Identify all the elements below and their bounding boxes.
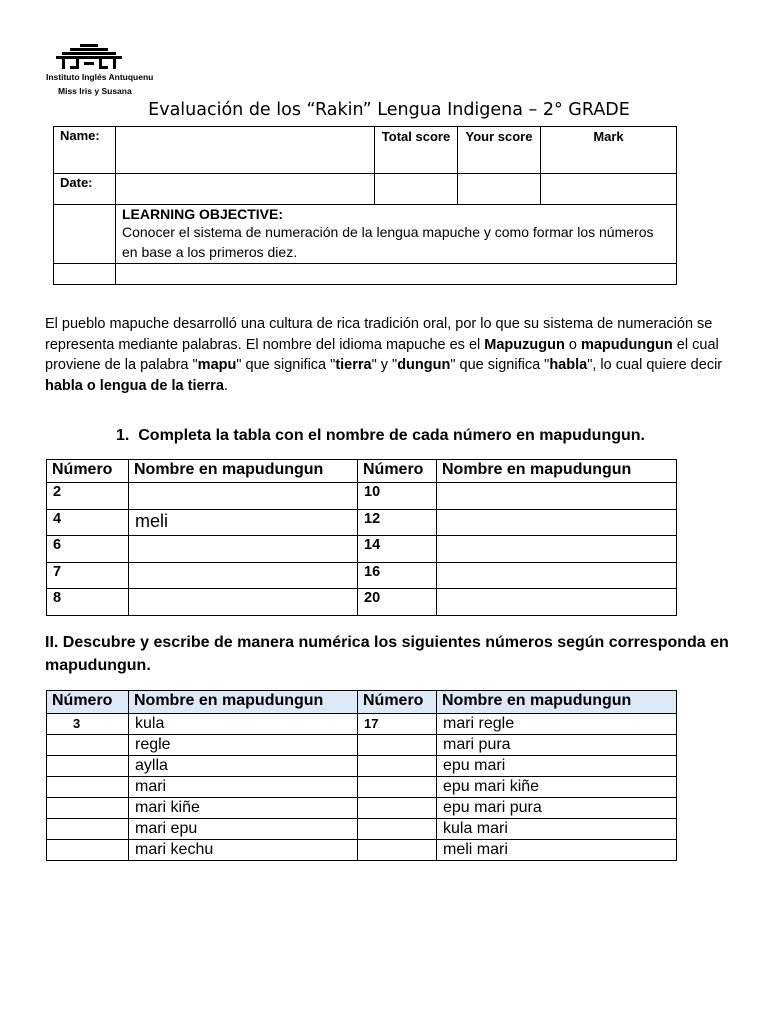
page-title: Evaluación de los “Rakin” Lengua Indigena – 2° GRADE <box>148 100 630 120</box>
mapudungun-word-cell: mari pura <box>437 735 677 756</box>
answer-number-cell[interactable]: 17 <box>358 714 437 735</box>
intro-paragraph <box>45 314 725 396</box>
your-score-label: Your score <box>458 127 541 174</box>
column-header: Número <box>47 460 129 483</box>
mapudungun-word-cell: mari kechu <box>129 840 358 861</box>
number-cell: 7 <box>47 562 129 589</box>
number-cell: 14 <box>358 536 437 563</box>
objective-title: LEARNING OBJECTIVE: <box>122 206 284 222</box>
column-header: Nombre en mapudungun <box>437 460 677 483</box>
answer-cell[interactable]: meli <box>129 509 358 536</box>
mapudungun-word-cell: mari <box>129 777 358 798</box>
answer-cell[interactable] <box>437 509 677 536</box>
answer-number-cell[interactable] <box>358 819 437 840</box>
question-2-table <box>46 690 677 861</box>
teachers-name: Miss Iris y Susana <box>58 86 132 96</box>
table-row <box>47 562 677 589</box>
intro-bold: dungun <box>397 357 451 373</box>
question-1-heading <box>116 427 645 445</box>
name-label: Name: <box>54 127 116 174</box>
date-label: Date: <box>54 174 116 205</box>
number-cell: 4 <box>47 509 129 536</box>
intro-text: o <box>564 336 581 353</box>
your-score-field[interactable] <box>458 174 541 205</box>
number-cell: 8 <box>47 589 129 616</box>
intro-text: " y " <box>371 357 398 373</box>
blank-cell <box>54 264 116 285</box>
answer-cell[interactable] <box>129 589 358 616</box>
table-row <box>47 509 677 536</box>
answer-number-cell[interactable] <box>358 840 437 861</box>
table-row <box>47 840 677 861</box>
answer-cell[interactable] <box>437 483 677 510</box>
answer-cell[interactable] <box>437 536 677 563</box>
question-2-heading: II. Descubre y escribe de manera numérica los siguientes números según corresponda en mapudungun. <box>45 634 729 674</box>
intro-bold: mapudungun <box>580 336 673 353</box>
mapudungun-word-cell: regle <box>129 735 358 756</box>
answer-number-cell[interactable] <box>47 777 129 798</box>
objective-text: Conocer el sistema de numeración de la lengua mapuche y como formar los números en base a los primeros diez. <box>122 224 654 260</box>
objective-side-cell <box>54 205 116 264</box>
mark-label: Mark <box>541 127 677 174</box>
number-cell: 12 <box>358 509 437 536</box>
blank-row <box>116 264 677 285</box>
intro-bold: mapu <box>197 357 237 373</box>
intro-text: El pueblo mapuche desarrolló una cultura de rica tradición oral, por lo que su sistema de numeración se representa mediante palabras. El nombre del idioma mapuche es el <box>45 316 713 353</box>
date-field[interactable] <box>116 174 375 205</box>
answer-number-cell[interactable] <box>47 798 129 819</box>
mapudungun-word-cell: kula mari <box>437 819 677 840</box>
number-cell: 2 <box>47 483 129 510</box>
mapudungun-word-cell: mari epu <box>129 819 358 840</box>
mark-field[interactable] <box>541 174 677 205</box>
column-header: Nombre en mapudungun <box>129 691 358 714</box>
answer-number-cell[interactable] <box>358 798 437 819</box>
table-row <box>47 735 677 756</box>
answer-number-cell[interactable]: 3 <box>47 714 129 735</box>
total-score-field[interactable] <box>375 174 458 205</box>
answer-number-cell[interactable] <box>358 735 437 756</box>
mapudungun-word-cell: mari regle <box>437 714 677 735</box>
intro-text: . <box>223 377 228 394</box>
mapudungun-word-cell: epu mari pura <box>437 798 677 819</box>
mapudungun-word-cell: mari kiñe <box>129 798 358 819</box>
answer-number-cell[interactable] <box>47 756 129 777</box>
intro-text: el cual proviene de la palabra " <box>45 336 719 373</box>
intro-text: " que significa " <box>236 357 336 373</box>
table-row <box>47 756 677 777</box>
intro-bold: habla o lengua de la tierra <box>45 377 224 394</box>
number-cell: 6 <box>47 536 129 563</box>
intro-bold: Mapuzugun <box>484 336 565 353</box>
table-row <box>47 819 677 840</box>
answer-number-cell[interactable] <box>358 756 437 777</box>
answer-cell[interactable] <box>129 536 358 563</box>
table-row <box>47 589 677 616</box>
mapudungun-word-cell: kula <box>129 714 358 735</box>
stepped-pyramid-logo-icon <box>56 44 122 72</box>
answer-cell[interactable] <box>129 483 358 510</box>
table-row <box>47 483 677 510</box>
question-text: Completa la tabla con el nombre de cada número en mapudungun. <box>138 427 645 444</box>
name-field[interactable] <box>116 127 375 174</box>
number-cell: 20 <box>358 589 437 616</box>
mapudungun-word-cell: epu mari <box>437 756 677 777</box>
intro-text: ", lo cual quiere decir <box>587 357 723 373</box>
learning-objective <box>116 205 677 264</box>
column-header: Número <box>358 460 437 483</box>
column-header: Nombre en mapudungun <box>129 460 358 483</box>
number-cell: 10 <box>358 483 437 510</box>
intro-bold: tierra <box>335 357 372 373</box>
table-row <box>47 777 677 798</box>
answer-cell[interactable] <box>437 589 677 616</box>
answer-cell[interactable] <box>437 562 677 589</box>
column-header: Número <box>358 691 437 714</box>
table-row <box>47 798 677 819</box>
question-1-table <box>46 459 677 616</box>
answer-number-cell[interactable] <box>47 840 129 861</box>
intro-text: " que significa " <box>450 357 550 373</box>
answer-number-cell[interactable] <box>358 777 437 798</box>
table-row <box>47 536 677 563</box>
table-row <box>47 714 677 735</box>
number-cell: 16 <box>358 562 437 589</box>
total-score-label: Total score <box>375 127 458 174</box>
answer-number-cell[interactable] <box>47 735 129 756</box>
mapudungun-word-cell: meli mari <box>437 840 677 861</box>
institution-name: Instituto Inglés Antuquenu <box>46 72 154 82</box>
mapudungun-word-cell: epu mari kiñe <box>437 777 677 798</box>
answer-number-cell[interactable] <box>47 819 129 840</box>
intro-bold: habla <box>549 357 588 373</box>
student-info-table <box>53 126 677 285</box>
answer-cell[interactable] <box>129 562 358 589</box>
column-header: Nombre en mapudungun <box>437 691 677 714</box>
column-header: Número <box>47 691 129 714</box>
mapudungun-word-cell: aylla <box>129 756 358 777</box>
question-number: 1. <box>116 427 130 444</box>
